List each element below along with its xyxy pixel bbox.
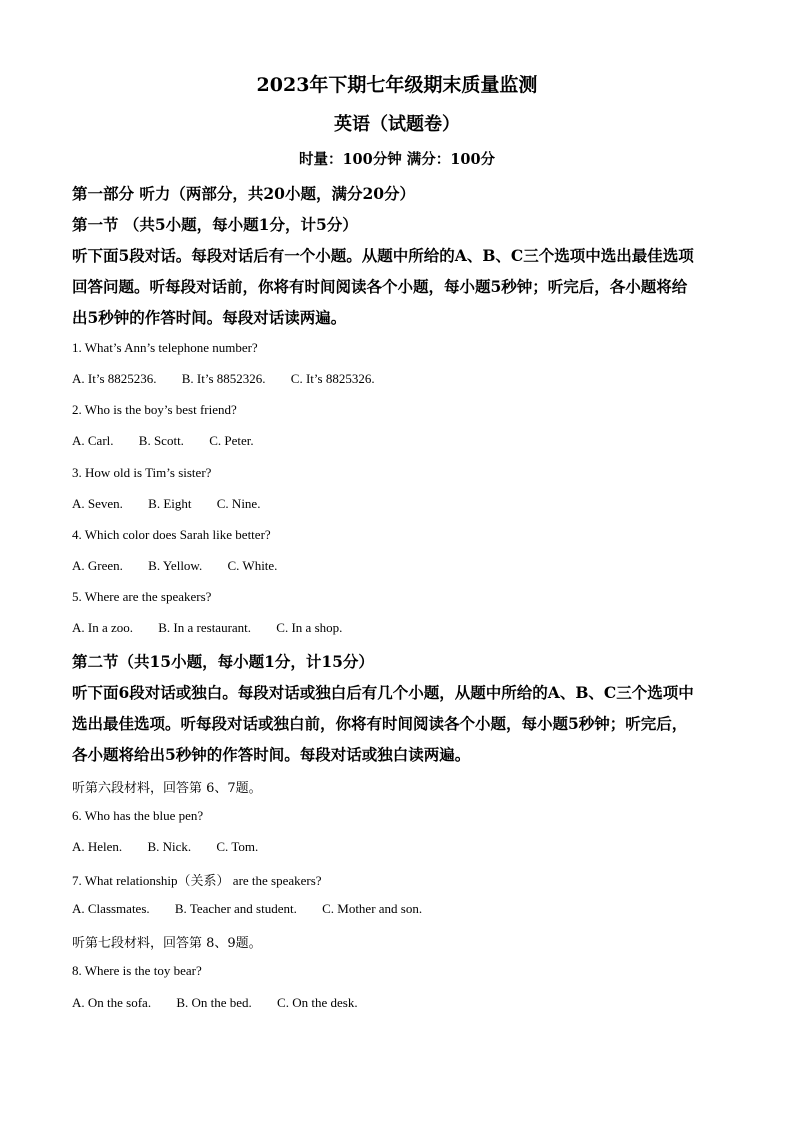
material-6-intro: 听第六段材料，回答第 6、7题。 — [72, 781, 262, 796]
question-4-option-a: A. Green. — [72, 558, 123, 573]
section2-heading: 第二节（共15小题，每小题1分，计15分） — [72, 652, 374, 671]
question-4-options — [72, 558, 299, 574]
question-6-options — [72, 839, 280, 855]
question-8-option-c: C. On the desk. — [277, 995, 358, 1010]
question-3-option-a: A. Seven. — [72, 496, 123, 511]
question-2-option-a: A. Carl. — [72, 433, 114, 448]
section1-heading: 第一节 （共5小题，每小题1分，计5分） — [72, 215, 358, 234]
question-5-option-b: B. In a restaurant. — [158, 620, 252, 635]
section1-instructions-line2: 回答问题。听每段对话前，你将有时间阅读各个小题，每小题5秒钟；听完后，各小题将给 — [72, 277, 688, 296]
question-6-stem: 6. Who has the blue pen? — [72, 808, 204, 823]
part1-heading: 第一部分 听力（两部分，共20小题，满分20分） — [72, 184, 416, 203]
question-4-option-b: B. Yellow. — [148, 558, 203, 573]
question-5-options — [72, 620, 364, 636]
question-3-option-c: C. Nine. — [216, 496, 261, 511]
question-2-option-b: B. Scott. — [138, 433, 184, 448]
exam-title: 2023年下期七年级期末质量监测 — [256, 74, 538, 96]
section2-instructions-line2: 选出最佳选项。听每段对话或独白前，你将有时间阅读各个小题，每小题5秒钟；听完后， — [72, 714, 688, 733]
exam-subtitle: 英语（试题卷） — [334, 114, 460, 135]
question-2-stem: 2. Who is the boy’s best friend? — [72, 402, 237, 417]
question-8-option-b: B. On the bed. — [176, 995, 252, 1010]
question-1-option-b: B. It’s 8852326. — [181, 371, 266, 386]
question-7-option-c: C. Mother and son. — [322, 901, 423, 916]
question-7-option-b: B. Teacher and student. — [174, 901, 297, 916]
section1-instructions-line3: 出5秒钟的作答时间。每段对话读两遍。 — [72, 308, 347, 327]
question-6-option-a: A. Helen. — [72, 839, 123, 854]
question-5-option-c: C. In a shop. — [276, 620, 343, 635]
question-3-stem: 3. How old is Tim’s sister? — [72, 465, 212, 480]
section2-instructions-line1: 听下面6段对话或独白。每段对话或独白后有几个小题，从题中所给的A、B、C三个选项中 — [72, 683, 694, 702]
question-8-stem: 8. Where is the toy bear? — [72, 963, 202, 978]
question-6-option-c: C. Tom. — [216, 839, 259, 854]
question-7-stem: 7. What relationship（关系） are the speakers? — [72, 873, 322, 888]
material-7-intro: 听第七段材料，回答第 8、9题。 — [72, 936, 262, 951]
question-5-option-a: A. In a zoo. — [72, 620, 134, 635]
question-1-option-a: A. It’s 8825236. — [72, 371, 157, 386]
question-8-option-a: A. On the sofa. — [72, 995, 152, 1010]
question-7-option-a: A. Classmates. — [72, 901, 150, 916]
question-2-option-c: C. Peter. — [209, 433, 254, 448]
question-5-stem: 5. Where are the speakers? — [72, 589, 212, 604]
question-4-option-c: C. White. — [227, 558, 278, 573]
section1-instructions-line1: 听下面5段对话。每段对话后有一个小题。从题中所给的A、B、C三个选项中选出最佳选项 — [72, 246, 694, 265]
question-3-option-b: B. Eight — [148, 496, 192, 511]
question-2-options — [72, 433, 276, 449]
question-8-options — [72, 995, 380, 1011]
exam-meta: 时量：100分钟 满分：100分 — [298, 151, 496, 168]
question-1-options — [72, 371, 397, 387]
question-1-stem: 1. What’s Ann’s telephone number? — [72, 340, 258, 355]
section2-instructions-line3: 各小题将给出5秒钟的作答时间。每段对话或独白读两遍。 — [72, 745, 471, 764]
question-3-options — [72, 496, 282, 512]
question-1-option-c: C. It’s 8825326. — [290, 371, 375, 386]
question-7-options — [72, 901, 444, 917]
question-4-stem: 4. Which color does Sarah like better? — [72, 527, 271, 542]
question-6-option-b: B. Nick. — [147, 839, 192, 854]
